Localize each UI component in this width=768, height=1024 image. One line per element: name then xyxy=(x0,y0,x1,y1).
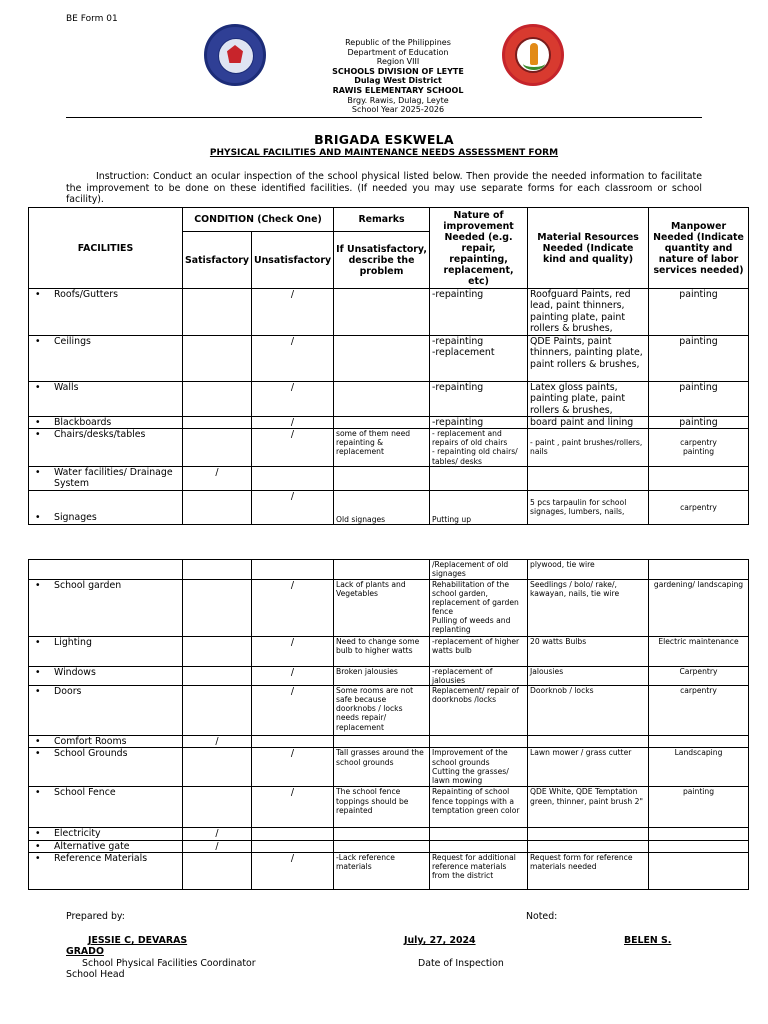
nature-cell-text: Request for additional reference materials from the district xyxy=(432,853,516,881)
form-code: BE Form 01 xyxy=(66,14,118,24)
bullet-icon: • xyxy=(35,336,41,347)
remarks-cell xyxy=(334,736,430,748)
bullet-icon: • xyxy=(35,787,41,799)
manpower-cell xyxy=(649,840,749,852)
facility-name: Windows xyxy=(54,667,96,678)
unsatisfactory-check-text: / xyxy=(290,382,295,393)
unsatisfactory-check xyxy=(252,667,334,686)
unsatisfactory-check-text: / xyxy=(290,580,295,591)
preparer-name: JESSIE C, DEVARAS xyxy=(88,935,188,946)
material-cell-text: Lawn mower / grass cutter xyxy=(530,748,632,758)
bullet-icon: • xyxy=(35,840,41,852)
satisfactory-check xyxy=(183,853,252,890)
bullet-icon: • xyxy=(35,686,41,698)
nature-cell xyxy=(430,580,528,637)
table-row xyxy=(29,580,749,637)
manpower-cell-text: Landscaping xyxy=(674,748,723,758)
nature-cell-text: Improvement of the school grounds xyxy=(432,748,508,767)
facility-name: Lighting xyxy=(54,637,92,648)
table-row xyxy=(29,736,749,748)
facility-name: Reference Materials xyxy=(54,853,148,865)
material-cell-text: Jalousies xyxy=(530,667,564,676)
table-row xyxy=(29,382,749,417)
nature-cell xyxy=(430,853,528,890)
remarks-cell xyxy=(334,853,430,890)
facility-name: Blackboards xyxy=(54,417,112,428)
material-cell xyxy=(528,748,649,787)
nature-cell xyxy=(430,840,528,852)
letterhead xyxy=(278,38,518,115)
material-cell xyxy=(528,490,649,524)
nature-cell xyxy=(430,736,528,748)
nature-cell xyxy=(430,637,528,667)
bullet-icon: • xyxy=(35,417,41,428)
remarks-cell-text: Lack of plants and Vegetables xyxy=(336,580,406,599)
header-school-year: School Year 2025-2026 xyxy=(351,105,445,115)
manpower-cell-text: gardening/ landscaping xyxy=(653,580,744,589)
facility-cell xyxy=(29,828,183,840)
table-row xyxy=(29,560,749,580)
satisfactory-check xyxy=(183,289,252,336)
nature-cell-text: -replacement of jalousies xyxy=(432,667,493,686)
material-cell-text: Latex gloss paints, painting plate, paint rollers & brushes, xyxy=(530,382,626,416)
unsatisfactory-check xyxy=(252,840,334,852)
manpower-cell xyxy=(649,382,749,417)
table-row xyxy=(29,667,749,686)
unsatisfactory-check-text: / xyxy=(290,637,295,648)
remarks-cell-text: Some rooms are not safe because doorknobs / locks needs repair/ replacement xyxy=(336,686,414,732)
facility-cell xyxy=(29,787,183,828)
nature-cell xyxy=(430,787,528,828)
bullet-icon: • xyxy=(35,289,41,300)
col-satisfactory: Satisfactory xyxy=(183,232,252,289)
col-manpower: Manpower Needed (Indicate quantity and nature of labor services needed) xyxy=(649,208,749,289)
remarks-cell xyxy=(334,417,430,429)
manpower-cell xyxy=(649,417,749,429)
bullet-icon: • xyxy=(35,748,41,760)
remarks-cell xyxy=(334,787,430,828)
table-row xyxy=(29,853,749,890)
header-region: Region VIII xyxy=(376,57,420,67)
unsatisfactory-check-text: / xyxy=(290,853,295,865)
remarks-cell-text: Old signages xyxy=(336,514,386,524)
material-cell-text: - paint , paint brushes/rollers, nails xyxy=(530,438,643,457)
assessment-table-part1 xyxy=(28,207,749,525)
nature-cell xyxy=(430,490,528,524)
manpower-cell-text: painting xyxy=(679,382,718,393)
unsatisfactory-check-text: / xyxy=(290,748,295,760)
remarks-cell-text: Need to change some bulb to higher watts xyxy=(336,637,420,656)
nature-cell-text: -repainting xyxy=(432,382,484,393)
unsatisfactory-check-text: / xyxy=(290,490,295,502)
table-body-part1 xyxy=(29,289,749,525)
facility-cell xyxy=(29,686,183,736)
material-cell-text: plywood, tie wire xyxy=(530,560,595,569)
col-unsatisfactory: Unsatisfactory xyxy=(252,232,334,289)
unsatisfactory-check xyxy=(252,429,334,466)
remarks-cell xyxy=(334,336,430,382)
satisfactory-check xyxy=(183,429,252,466)
page-title: BRIGADA ESKWELA xyxy=(314,132,454,147)
school-head-role: School Head xyxy=(66,969,125,980)
nature-cell-text: Cutting the grasses/ lawn mowing xyxy=(432,766,509,785)
manpower-cell xyxy=(649,686,749,736)
noted-label: Noted: xyxy=(526,911,558,922)
instructions: Instruction: Conduct an ocular inspection of the school physical listed below. Then provide the needed information to facilitate the improvement to be done on these identified facilities. (If needed you may use separate forms for each classroom or school facility). xyxy=(66,171,702,206)
col-condition: CONDITION (Check One) xyxy=(183,208,334,232)
satisfactory-check xyxy=(183,417,252,429)
material-cell-text: 5 pcs tarpaulin for school signages, lumbers, nails, xyxy=(530,498,627,517)
material-cell xyxy=(528,828,649,840)
material-cell xyxy=(528,686,649,736)
manpower-cell xyxy=(649,828,749,840)
unsatisfactory-check xyxy=(252,787,334,828)
facility-cell xyxy=(29,736,183,748)
table-row xyxy=(29,637,749,667)
unsatisfactory-check-text: / xyxy=(290,787,295,799)
header-division: SCHOOLS DIVISION OF LEYTE xyxy=(332,66,464,76)
facility-name: Comfort Rooms xyxy=(54,736,127,748)
table-row xyxy=(29,748,749,787)
remarks-cell xyxy=(334,840,430,852)
nature-cell-text: Rehabilitation of the school garden, replacement of garden fence xyxy=(432,580,519,617)
unsatisfactory-check xyxy=(252,289,334,336)
facility-cell xyxy=(29,580,183,637)
facility-cell xyxy=(29,490,183,524)
facility-cell xyxy=(29,853,183,890)
inspection-date: July, 27, 2024 xyxy=(404,935,476,946)
table-row xyxy=(29,787,749,828)
satisfactory-check xyxy=(183,336,252,382)
satisfactory-check xyxy=(183,840,252,852)
school-head-name-cont: GRADO xyxy=(66,946,104,957)
col-remarks-sub: If Unsatisfactory, describe the problem xyxy=(334,232,430,289)
nature-cell-text: -repainting xyxy=(432,336,484,347)
unsatisfactory-check-text: / xyxy=(290,686,295,698)
nature-cell-text: Pulling of weeds and replanting xyxy=(432,616,511,635)
nature-cell-text: -repainting xyxy=(432,417,484,428)
material-cell-text: QDE White, QDE Temptation green, thinner, paint brush 2" xyxy=(530,787,643,806)
manpower-cell xyxy=(649,787,749,828)
header-country: Republic of the Philippines xyxy=(345,38,451,47)
header-divider xyxy=(66,117,702,118)
manpower-cell xyxy=(649,466,749,490)
remarks-cell-text: -Lack reference materials xyxy=(336,853,395,872)
date-label: Date of Inspection xyxy=(418,958,504,969)
remarks-cell xyxy=(334,289,430,336)
remarks-cell xyxy=(334,429,430,466)
bullet-icon: • xyxy=(35,828,41,840)
col-remarks: Remarks xyxy=(334,208,430,232)
nature-cell xyxy=(430,336,528,382)
manpower-cell xyxy=(649,289,749,336)
facility-cell xyxy=(29,466,183,490)
facility-name: Walls xyxy=(54,382,79,393)
table-body-part2 xyxy=(29,560,749,890)
satisfactory-check xyxy=(183,580,252,637)
bullet-icon: • xyxy=(35,736,41,748)
unsatisfactory-check-text: / xyxy=(290,336,295,347)
form-subtitle: PHYSICAL FACILITIES AND MAINTENANCE NEEDS ASSESSMENT FORM xyxy=(209,148,559,158)
manpower-cell-text: carpentry xyxy=(680,438,717,448)
unsatisfactory-check xyxy=(252,336,334,382)
unsatisfactory-check xyxy=(252,853,334,890)
unsatisfactory-check xyxy=(252,686,334,736)
assessment-table-part2 xyxy=(28,559,749,890)
remarks-cell-text: Broken jalousies xyxy=(336,667,398,676)
satisfactory-check xyxy=(183,667,252,686)
facility-name: Water facilities/ Drainage System xyxy=(54,466,173,489)
nature-cell-text: - replacement and repairs of old chairs xyxy=(432,429,508,448)
material-cell-text: QDE Paints, paint thinners, painting plate, paint rollers & brushes, xyxy=(530,336,643,370)
facility-cell xyxy=(29,560,183,580)
unsatisfactory-check xyxy=(252,560,334,580)
nature-cell xyxy=(430,289,528,336)
manpower-cell xyxy=(649,580,749,637)
unsatisfactory-check-text: / xyxy=(290,417,295,428)
facility-name: School Fence xyxy=(54,787,116,799)
satisfactory-check xyxy=(183,560,252,580)
bullet-icon: • xyxy=(35,667,41,678)
facility-name: School Grounds xyxy=(54,748,128,760)
unsatisfactory-check xyxy=(252,466,334,490)
remarks-cell xyxy=(334,466,430,490)
material-cell xyxy=(528,787,649,828)
remarks-cell-text: The school fence toppings should be repainted xyxy=(336,787,409,815)
nature-cell xyxy=(430,748,528,787)
unsatisfactory-check xyxy=(252,828,334,840)
bullet-icon: • xyxy=(35,637,41,648)
manpower-cell xyxy=(649,748,749,787)
nature-cell-text: Repainting of school fence toppings with a temptation green color xyxy=(432,787,520,815)
remarks-cell xyxy=(334,490,430,524)
unsatisfactory-check xyxy=(252,580,334,637)
material-cell xyxy=(528,289,649,336)
manpower-cell-text: carpentry xyxy=(680,686,717,696)
manpower-cell xyxy=(649,736,749,748)
material-cell-text: Seedlings / bolo/ rake/, kawayan, nails, tie wire xyxy=(530,580,620,599)
manpower-cell xyxy=(649,637,749,667)
satisfactory-check xyxy=(183,686,252,736)
table-row xyxy=(29,840,749,852)
remarks-cell xyxy=(334,686,430,736)
material-cell xyxy=(528,560,649,580)
unsatisfactory-check xyxy=(252,417,334,429)
material-cell xyxy=(528,667,649,686)
manpower-cell xyxy=(649,490,749,524)
satisfactory-check xyxy=(183,748,252,787)
material-cell xyxy=(528,336,649,382)
nature-cell-text: -replacement of higher watts bulb xyxy=(432,637,520,656)
remarks-cell xyxy=(334,828,430,840)
school-head-name: BELEN S. xyxy=(624,935,672,946)
remarks-cell xyxy=(334,667,430,686)
bullet-icon: • xyxy=(35,580,41,591)
preparer-role: School Physical Facilities Coordinator xyxy=(82,958,256,969)
facility-cell xyxy=(29,748,183,787)
nature-cell xyxy=(430,828,528,840)
manpower-cell xyxy=(649,560,749,580)
material-cell xyxy=(528,736,649,748)
satisfactory-check-text: / xyxy=(215,828,219,840)
facility-cell xyxy=(29,417,183,429)
bullet-icon: • xyxy=(35,466,41,478)
remarks-cell xyxy=(334,637,430,667)
header-address: Brgy. Rawis, Dulag, Leyte xyxy=(347,95,449,105)
facility-cell xyxy=(29,429,183,466)
manpower-cell-text: painting xyxy=(679,289,718,300)
remarks-cell-text: some of them need repainting & replacement xyxy=(336,429,411,457)
nature-cell-text: Putting up xyxy=(432,514,472,524)
nature-cell xyxy=(430,686,528,736)
facility-name: Roofs/Gutters xyxy=(54,289,118,300)
material-cell xyxy=(528,429,649,466)
manpower-cell xyxy=(649,336,749,382)
satisfactory-check-text: / xyxy=(215,840,219,852)
unsatisfactory-check xyxy=(252,748,334,787)
remarks-cell xyxy=(334,560,430,580)
satisfactory-check xyxy=(183,490,252,524)
manpower-cell-text: carpentry xyxy=(680,502,717,512)
facility-name: School garden xyxy=(54,580,122,591)
unsatisfactory-check-text: / xyxy=(290,667,295,678)
manpower-cell-text: painting xyxy=(679,417,718,428)
bullet-icon: • xyxy=(35,512,41,524)
material-cell xyxy=(528,466,649,490)
table-row xyxy=(29,417,749,429)
nature-cell xyxy=(430,382,528,417)
material-cell xyxy=(528,580,649,637)
manpower-cell-text: Electric maintenance xyxy=(658,637,739,646)
header-school: RAWIS ELEMENTARY SCHOOL xyxy=(332,85,464,95)
material-cell xyxy=(528,637,649,667)
manpower-cell xyxy=(649,853,749,890)
material-cell-text: Doorknob / locks xyxy=(530,686,594,696)
facility-cell xyxy=(29,667,183,686)
nature-cell xyxy=(430,466,528,490)
nature-cell xyxy=(430,417,528,429)
satisfactory-check xyxy=(183,637,252,667)
material-cell-text: 20 watts Bulbs xyxy=(530,637,587,646)
remarks-cell-text: Tall grasses around the school grounds xyxy=(336,748,424,767)
satisfactory-check xyxy=(183,828,252,840)
manpower-cell-text: Carpentry xyxy=(679,667,718,676)
material-cell xyxy=(528,417,649,429)
remarks-cell xyxy=(334,748,430,787)
manpower-cell-text: painting xyxy=(679,336,718,347)
facility-name: Chairs/desks/tables xyxy=(54,429,146,441)
manpower-cell-text: painting xyxy=(682,447,715,457)
satisfactory-check xyxy=(183,736,252,748)
facility-name: Signages xyxy=(54,512,97,524)
header-department: Department of Education xyxy=(347,47,449,57)
facility-name: Alternative gate xyxy=(54,840,130,852)
material-cell xyxy=(528,840,649,852)
nature-cell xyxy=(430,667,528,686)
facility-name: Doors xyxy=(54,686,82,698)
unsatisfactory-check xyxy=(252,382,334,417)
col-facilities: FACILITIES xyxy=(29,208,183,289)
table-row xyxy=(29,828,749,840)
facility-cell xyxy=(29,637,183,667)
material-cell-text: Request form for reference materials needed xyxy=(530,853,633,872)
table-row xyxy=(29,686,749,736)
deped-seal-logo xyxy=(204,24,266,86)
facility-name: Electricity xyxy=(54,828,101,840)
facility-cell xyxy=(29,336,183,382)
satisfactory-check xyxy=(183,466,252,490)
unsatisfactory-check-text: / xyxy=(290,289,295,300)
table-row xyxy=(29,336,749,382)
manpower-cell xyxy=(649,429,749,466)
facility-cell xyxy=(29,840,183,852)
table-row xyxy=(29,429,749,466)
nature-cell xyxy=(430,560,528,580)
nature-cell-text: -replacement xyxy=(432,347,495,359)
table-row xyxy=(29,466,749,490)
unsatisfactory-check xyxy=(252,637,334,667)
facility-cell xyxy=(29,289,183,336)
col-material: Material Resources Needed (Indicate kind and quality) xyxy=(528,208,649,289)
satisfactory-check-text: / xyxy=(215,466,219,478)
unsatisfactory-check-text: / xyxy=(290,429,295,441)
facility-name: Ceilings xyxy=(54,336,91,347)
material-cell xyxy=(528,382,649,417)
manpower-cell-text: painting xyxy=(682,787,715,797)
table-row xyxy=(29,490,749,524)
satisfactory-check xyxy=(183,787,252,828)
nature-cell-text: Replacement/ repair of doorknobs /locks xyxy=(432,686,519,705)
table-row xyxy=(29,289,749,336)
material-cell-text: Roofguard Paints, red lead, paint thinners, painting plate, paint rollers & brushes, xyxy=(530,289,631,334)
nature-cell xyxy=(430,429,528,466)
unsatisfactory-check xyxy=(252,490,334,524)
unsatisfactory-check xyxy=(252,736,334,748)
material-cell-text: board paint and lining xyxy=(530,417,634,428)
header-district: Dulag West District xyxy=(354,76,442,86)
nature-cell-text: - repainting old chairs/ tables/ desks xyxy=(432,447,518,466)
prepared-by-label: Prepared by: xyxy=(66,911,125,922)
nature-cell-text: -repainting xyxy=(432,289,484,300)
bullet-icon: • xyxy=(35,853,41,865)
remarks-cell xyxy=(334,382,430,417)
remarks-cell xyxy=(334,580,430,637)
satisfactory-check-text: / xyxy=(215,736,219,748)
nature-cell-text: /Replacement of old signages xyxy=(432,560,509,579)
satisfactory-check xyxy=(183,382,252,417)
col-nature: Nature of improvement Needed (e.g. repair, repainting, replacement, etc) xyxy=(430,208,528,289)
facility-cell xyxy=(29,382,183,417)
material-cell xyxy=(528,853,649,890)
bullet-icon: • xyxy=(35,429,41,441)
bullet-icon: • xyxy=(35,382,41,393)
manpower-cell xyxy=(649,667,749,686)
